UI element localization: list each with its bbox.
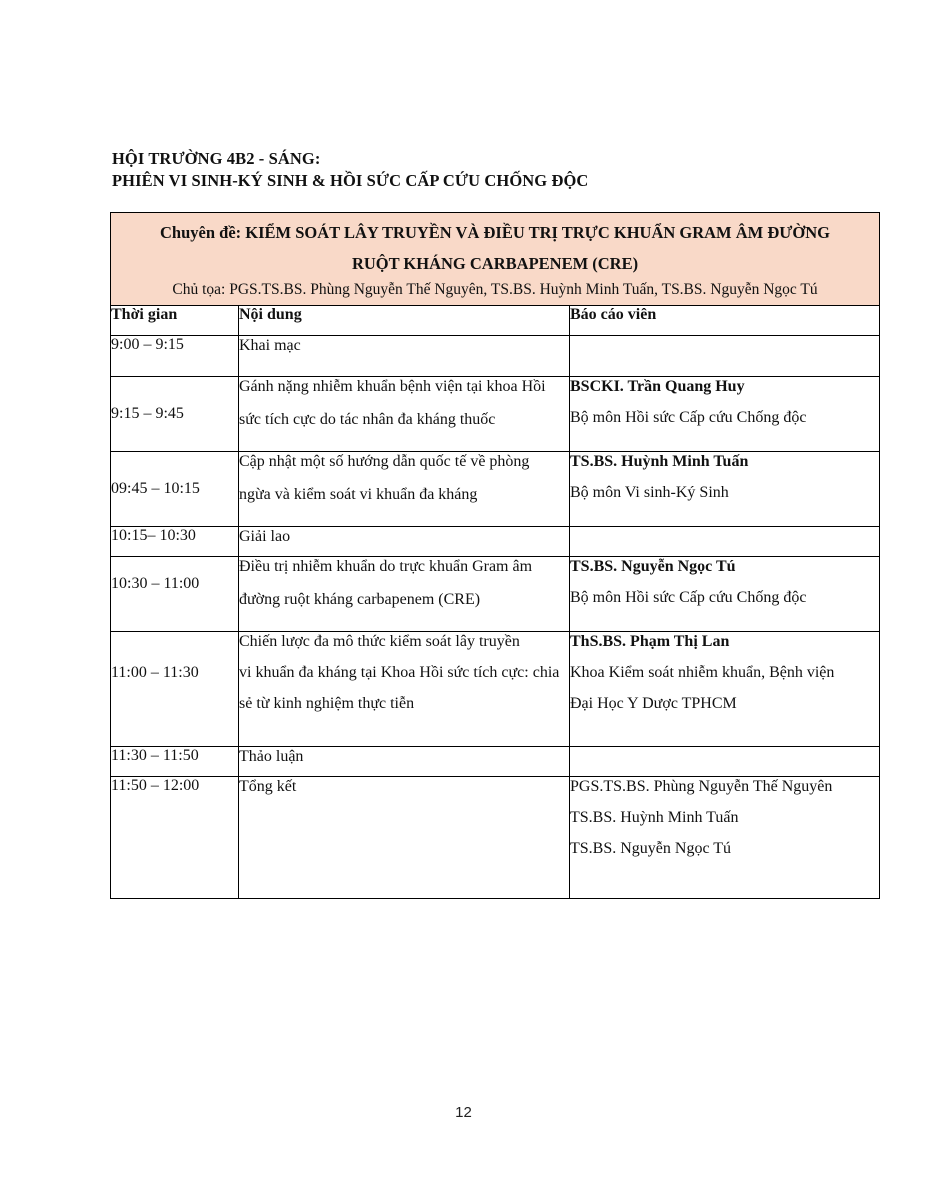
session-header-cell bbox=[111, 213, 880, 306]
row-content bbox=[239, 377, 570, 452]
speaker-affiliation: Đại Học Y Dược TPHCM bbox=[570, 695, 737, 712]
content-line: vi khuẩn đa kháng tại Khoa Hồi sức tích cực: chia bbox=[239, 664, 560, 681]
row-content bbox=[239, 632, 570, 747]
content-line: Tổng kết bbox=[239, 778, 297, 795]
session-topic bbox=[111, 213, 879, 279]
speaker-name: TS.BS. Nguyễn Ngọc Tú bbox=[570, 840, 732, 857]
row-content bbox=[239, 452, 570, 527]
session-topic-line: RUỘT KHÁNG CARBAPENEM (CRE) bbox=[351, 254, 639, 273]
hall-heading bbox=[112, 148, 588, 192]
row-time: 11:50 – 12:00 bbox=[111, 777, 239, 899]
content-line: sẻ từ kinh nghiệm thực tiễn bbox=[239, 695, 415, 712]
speaker-name: ThS.BS. Phạm Thị Lan bbox=[570, 633, 730, 650]
row-speaker bbox=[570, 747, 880, 777]
table-row bbox=[111, 336, 880, 377]
table-row bbox=[111, 557, 880, 632]
column-header-speaker: Báo cáo viên bbox=[570, 306, 880, 336]
row-speaker bbox=[570, 336, 880, 377]
row-speaker bbox=[570, 452, 880, 527]
content-line: Thảo luận bbox=[239, 748, 304, 765]
row-time: 9:00 – 9:15 bbox=[111, 336, 239, 377]
content-line: Giải lao bbox=[239, 528, 291, 545]
row-content bbox=[239, 747, 570, 777]
speaker-name: TS.BS. Huỳnh Minh Tuấn bbox=[570, 809, 739, 826]
row-time: 11:30 – 11:50 bbox=[111, 747, 239, 777]
session-topic-line: Chuyên đề: KIỂM SOÁT LÂY TRUYỀN VÀ ĐIỀU TRỊ TRỰC KHUẨN GRAM ÂM ĐƯỜNG bbox=[160, 223, 831, 242]
session-chairs: Chủ tọa: PGS.TS.BS. Phùng Nguyễn Thế Nguyên, TS.BS. Huỳnh Minh Tuấn, TS.BS. Nguyễn Ngọc Tú bbox=[172, 281, 818, 298]
content-line: Khai mạc bbox=[239, 337, 301, 354]
page-number: 12 bbox=[455, 1104, 472, 1121]
row-speaker bbox=[570, 632, 880, 747]
row-time: 11:00 – 11:30 bbox=[111, 632, 239, 747]
content-line: Chiến lược đa mô thức kiểm soát lây truyền bbox=[239, 633, 520, 650]
row-time: 9:15 – 9:45 bbox=[111, 377, 239, 452]
row-content bbox=[239, 557, 570, 632]
table-row bbox=[111, 777, 880, 899]
table-row bbox=[111, 377, 880, 452]
speaker-affiliation: Khoa Kiểm soát nhiễm khuẩn, Bệnh viện bbox=[570, 664, 835, 681]
row-speaker bbox=[570, 377, 880, 452]
table-row bbox=[111, 527, 880, 557]
speaker-name: TS.BS. Nguyễn Ngọc Tú bbox=[570, 558, 736, 575]
content-line: sức tích cực do tác nhân đa kháng thuốc bbox=[239, 411, 496, 428]
row-content bbox=[239, 336, 570, 377]
content-line: Gánh nặng nhiễm khuẩn bệnh viện tại khoa Hồi bbox=[239, 378, 546, 395]
row-time: 09:45 – 10:15 bbox=[111, 452, 239, 527]
content-line: Điều trị nhiễm khuẩn do trực khuẩn Gram âm bbox=[239, 558, 533, 575]
speaker-name: TS.BS. Huỳnh Minh Tuấn bbox=[570, 453, 749, 470]
speaker-affiliation: Bộ môn Vi sinh-Ký Sinh bbox=[570, 484, 729, 501]
row-time: 10:15– 10:30 bbox=[111, 527, 239, 557]
speaker-name: BSCKI. Trần Quang Huy bbox=[570, 378, 745, 395]
speaker-affiliation: Bộ môn Hồi sức Cấp cứu Chống độc bbox=[570, 409, 807, 426]
column-header-row bbox=[111, 306, 880, 336]
row-content bbox=[239, 527, 570, 557]
row-speaker bbox=[570, 557, 880, 632]
speaker-affiliation: Bộ môn Hồi sức Cấp cứu Chống độc bbox=[570, 589, 807, 606]
row-time: 10:30 – 11:00 bbox=[111, 557, 239, 632]
session-header-row bbox=[111, 213, 880, 306]
column-header-content: Nội dung bbox=[239, 306, 570, 336]
row-speaker bbox=[570, 777, 880, 899]
hall-title: HỘI TRƯỜNG 4B2 - SÁNG: bbox=[112, 149, 321, 168]
table-row bbox=[111, 632, 880, 747]
row-speaker bbox=[570, 527, 880, 557]
table-row bbox=[111, 747, 880, 777]
content-line: ngừa và kiểm soát vi khuẩn đa kháng bbox=[239, 486, 478, 503]
column-header-time: Thời gian bbox=[111, 306, 239, 336]
table-row bbox=[111, 452, 880, 527]
row-content bbox=[239, 777, 570, 899]
speaker-name: PGS.TS.BS. Phùng Nguyễn Thế Nguyên bbox=[570, 778, 833, 795]
program-table bbox=[110, 212, 880, 899]
content-line: Cập nhật một số hướng dẫn quốc tế về phòng bbox=[239, 453, 530, 470]
session-track-title: PHIÊN VI SINH-KÝ SINH & HỒI SỨC CẤP CỨU CHỐNG ĐỘC bbox=[112, 171, 589, 190]
content-line: đường ruột kháng carbapenem (CRE) bbox=[239, 591, 481, 608]
